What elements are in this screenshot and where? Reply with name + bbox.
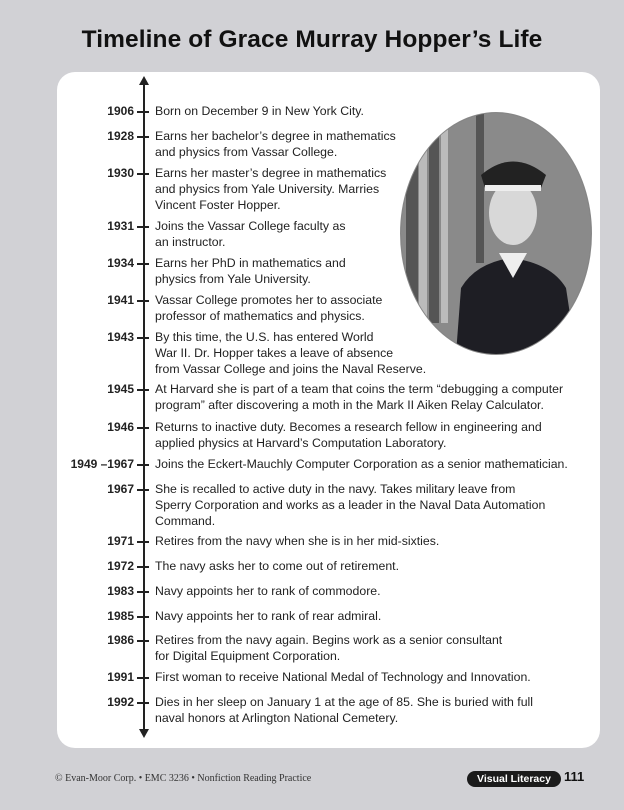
timeline-tick	[137, 226, 149, 228]
timeline-year: 1985	[107, 609, 134, 623]
timeline-tick	[137, 489, 149, 491]
timeline-entry	[60, 558, 600, 574]
timeline-entry	[60, 103, 600, 119]
timeline-tick	[137, 389, 149, 391]
timeline-entry	[60, 533, 600, 549]
page-number: 111	[564, 769, 585, 784]
timeline-description: First woman to receive National Medal of Technology and Innovation.	[155, 670, 531, 684]
timeline-description: Earns her bachelor’s degree in mathematics and physics from Vassar College.	[155, 129, 396, 159]
timeline-year: 1930	[107, 166, 134, 180]
timeline-year: 1986	[107, 633, 134, 647]
timeline-entry	[60, 329, 600, 377]
timeline-entry	[60, 481, 600, 529]
timeline-year: 1928	[107, 129, 134, 143]
arrow-up-icon	[139, 76, 149, 85]
timeline-year: 1983	[107, 584, 134, 598]
timeline-description: Born on December 9 in New York City.	[155, 104, 364, 118]
timeline-description: Navy appoints her to rank of commodore.	[155, 584, 381, 598]
timeline-year: 1906	[107, 104, 134, 118]
timeline-entry	[60, 128, 600, 160]
timeline-description: The navy asks her to come out of retirement.	[155, 559, 399, 573]
timeline-year: 1972	[107, 559, 134, 573]
arrow-down-icon	[139, 729, 149, 738]
timeline-description: Earns her master’s degree in mathematics and physics from Yale University. Marries Vincent Foster Hopper.	[155, 166, 387, 212]
timeline-entry	[60, 669, 600, 685]
timeline-tick	[137, 111, 149, 113]
timeline-tick	[137, 464, 149, 466]
timeline-entry	[60, 218, 600, 250]
timeline-year: 1943	[107, 330, 134, 344]
timeline-tick	[137, 427, 149, 429]
timeline-year: 1945	[107, 382, 134, 396]
timeline-entry	[60, 165, 600, 213]
timeline-year: 1992	[107, 695, 134, 709]
timeline-year: 1941	[107, 293, 134, 307]
timeline-year: 1946	[107, 420, 134, 434]
footer-credit: © Evan-Moor Corp. • EMC 3236 • Nonfiction Reading Practice	[55, 773, 312, 784]
timeline-year: 1934	[107, 256, 134, 270]
timeline-entry	[60, 694, 600, 726]
timeline-description: Returns to inactive duty. Becomes a research fellow in engineering and applied physics at Harvard’s Computation Laboratory.	[155, 420, 542, 450]
timeline-year: 1931	[107, 219, 134, 233]
timeline-entry	[60, 292, 600, 324]
page-title: Timeline of Grace Murray Hopper’s Life	[81, 26, 543, 53]
timeline-description: Vassar College promotes her to associate professor of mathematics and physics.	[155, 293, 383, 323]
timeline-tick	[137, 173, 149, 175]
timeline-description: Joins the Eckert-Mauchly Computer Corporation as a senior mathematician.	[155, 457, 568, 471]
timeline-tick	[137, 337, 149, 339]
timeline-entry	[60, 583, 600, 599]
timeline-tick	[137, 566, 149, 568]
timeline-description: She is recalled to active duty in the navy. Takes military leave from Sperry Corporation and works as a leader in the Naval Data Automation Command.	[155, 482, 546, 528]
timeline-tick	[137, 263, 149, 265]
section-badge: Visual Literacy	[467, 771, 561, 787]
timeline-entry	[60, 608, 600, 624]
timeline-tick	[137, 136, 149, 138]
timeline-entry	[60, 255, 600, 287]
timeline-description: At Harvard she is part of a team that coins the term “debugging a computer program” after discovering a moth in the Mark II Aiken Relay Calculator.	[155, 382, 564, 412]
timeline-description: Navy appoints her to rank of rear admiral.	[155, 609, 382, 623]
timeline-tick	[137, 616, 149, 618]
timeline-entry	[60, 632, 600, 664]
timeline-description: Earns her PhD in mathematics and physics from Yale University.	[155, 256, 346, 286]
timeline-description: By this time, the U.S. has entered World War II. Dr. Hopper takes a leave of absence from Vassar College and joins the Naval Reserve.	[155, 330, 427, 376]
timeline-tick	[137, 541, 149, 543]
timeline-entry	[60, 419, 600, 451]
timeline-tick	[137, 702, 149, 704]
timeline-tick	[137, 677, 149, 679]
timeline-year: 1967	[107, 482, 134, 496]
timeline-tick	[137, 640, 149, 642]
timeline-year: 1949 –1967	[70, 457, 134, 471]
timeline-tick	[137, 591, 149, 593]
timeline-year: 1971	[107, 534, 134, 548]
timeline-description: Dies in her sleep on January 1 at the age of 85. She is buried with full naval honors at Arlington National Cemetery.	[155, 695, 534, 725]
timeline-entry	[60, 456, 600, 472]
timeline-year: 1991	[107, 670, 134, 684]
timeline-description: Retires from the navy again. Begins work as a senior consultant for Digital Equipment Corporation.	[155, 633, 503, 663]
timeline-tick	[137, 300, 149, 302]
timeline-description: Retires from the navy when she is in her mid-sixties.	[155, 534, 440, 548]
timeline-entry	[60, 381, 600, 413]
timeline-description: Joins the Vassar College faculty as an instructor.	[155, 219, 346, 249]
